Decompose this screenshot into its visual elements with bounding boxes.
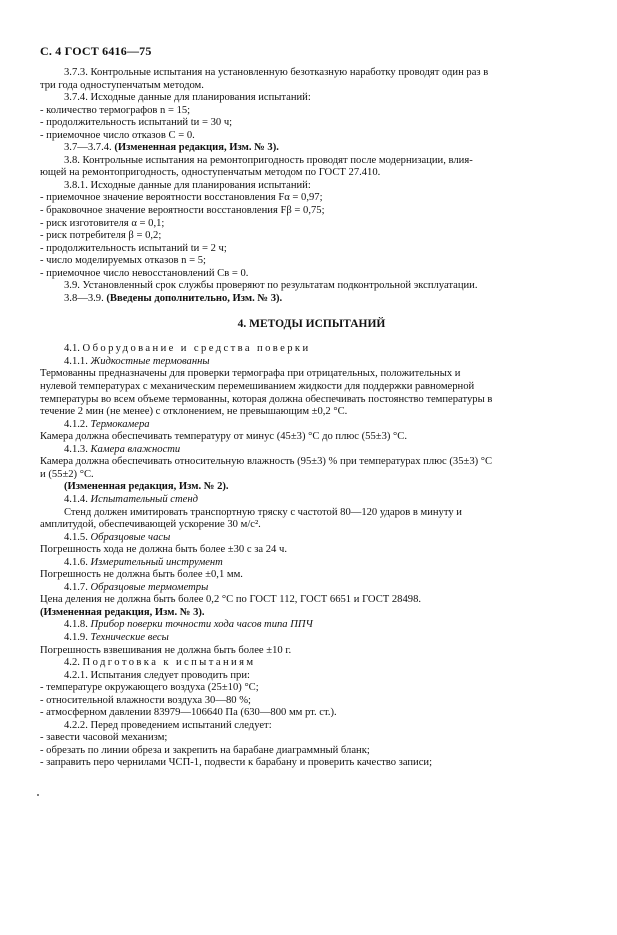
text-line: - приемочное число отказов C = 0.	[40, 129, 195, 141]
text-line: 4.1. Оборудование и средства поверки	[64, 343, 311, 355]
text-line: и (55±2) °С.	[40, 468, 94, 480]
text-line: Термованны предназначены для проверки термографа при отрицательных, положительных и	[40, 368, 461, 380]
text-line: три года одноступенчатым методом.	[40, 79, 204, 91]
text-line: - число моделируемых отказов n = 5;	[40, 255, 206, 267]
text-line: Цена деления не должна быть более 0,2 °С по ГОСТ 112, ГОСТ 6651 и ГОСТ 28498.	[40, 594, 422, 606]
text-line: течение 2 мин (не менее) с отклонением, не превышающим ±0,2 °С.	[40, 406, 348, 418]
text-line: 3.8. Контрольные испытания на ремонтопригодность проводят после модернизации, влия-	[64, 154, 473, 166]
text-line: 4.1.5. Образцовые часы	[64, 531, 171, 543]
text-line: 3.8.1. Исходные данные для планирования испытаний:	[64, 179, 311, 191]
scan-speck	[37, 794, 39, 796]
text-line: 4.2.1. Испытания следует проводить при:	[64, 669, 250, 681]
text-line: - относительной влажности воздуха 30—80 %;	[40, 694, 251, 706]
text-line: 4.1.6. Измерительный инструмент	[64, 556, 223, 568]
text-line: 4.1.8. Прибор поверки точности хода часов типа ППЧ	[64, 619, 313, 631]
text-line: 3.7.3. Контрольные испытания на установленную безотказную наработку проводят один раз в	[64, 67, 489, 78]
text-line: (Измененная редакция, Изм. № 3).	[40, 606, 205, 618]
text-line: ющей на ремонтопригодность, одноступенчатым методом по ГОСТ 27.410.	[40, 167, 381, 179]
page-header: С. 4 ГОСТ 6416—75	[40, 44, 152, 58]
text-line: 4.2. Подготовка к испытаниям	[64, 657, 256, 669]
text-line: Погрешность взвешивания не должна быть более ±10 г.	[40, 644, 292, 656]
text-line: Погрешность хода не должна быть более ±30 с за 24 ч.	[40, 544, 287, 556]
text-line: 4.2.2. Перед проведением испытаний следует:	[64, 719, 272, 731]
text-line: Погрешность не должна быть более ±0,1 мм.	[40, 569, 243, 581]
text-line: - заправить перо чернилами ЧСП-1, подвести к барабану и проверить качество записи;	[40, 757, 433, 769]
text-line: 4.1.9. Технические весы	[64, 631, 169, 643]
text-line: нулевой температурах с механическим перемешиванием жидкости для поддержки равномерной	[40, 381, 475, 393]
text-line: 4.1.4. Испытательный стенд	[64, 493, 198, 505]
text-line: Камера должна обеспечивать температуру от минус (45±3) °С до плюс (55±3) °С.	[40, 431, 407, 443]
text-line: - риск изготовителя α = 0,1;	[40, 217, 165, 229]
text-line: - продолжительность испытаний tи = 2 ч;	[40, 242, 227, 254]
text-line: 3.9. Установленный срок службы проверяют по результатам подконтрольной эксплуатации.	[64, 280, 478, 292]
text-line: 4.1.2. Термокамера	[64, 418, 150, 430]
text-line: Камера должна обеспечивать относительную влажность (95±3) % при температурах плюс (35±3) °С	[40, 456, 493, 468]
text-line: температуры во всем объеме термованны, которая должна обеспечивать постоянство температуры в	[40, 393, 493, 405]
text-line: - приемочное значение вероятности восстановления Fα = 0,97;	[40, 192, 323, 204]
section-4-text	[40, 343, 583, 770]
text-line: 4.1.7. Образцовые термометры	[64, 581, 209, 593]
text-line: 3.7.4. Исходные данные для планирования испытаний:	[64, 92, 311, 104]
text-line: - завести часовой механизм;	[40, 732, 168, 744]
text-line: (Измененная редакция, Изм. № 2).	[64, 481, 229, 493]
text-line: - приемочное число невосстановлений Cв = 0.	[40, 267, 249, 279]
text-line: 3.7—3.7.4. (Измененная редакция, Изм. № 3).	[64, 142, 279, 154]
page-content	[40, 67, 583, 770]
text-line: - атмосферном давлении 83979—106640 Па (630—800 мм рт. ст.).	[40, 707, 337, 719]
text-line: 4.1.1. Жидкостные термованны	[64, 355, 210, 367]
text-line: - обрезать по линии обреза и закрепить на барабане диаграммный бланк;	[40, 744, 370, 756]
text-line: 4.1.3. Камера влажности	[64, 443, 181, 455]
section-3-text	[40, 67, 583, 305]
text-line: 3.8—3.9. (Введены дополнительно, Изм. № 3).	[64, 292, 283, 304]
text-line: Стенд должен имитировать транспортную тряску с частотой 80—120 ударов в минуту и	[64, 506, 462, 518]
text-line: - температуре окружающего воздуха (25±10) °С;	[40, 682, 259, 694]
text-line: - количество термографов n = 15;	[40, 104, 191, 116]
text-line: - продолжительность испытаний tи = 30 ч;	[40, 117, 233, 129]
text-line: амплитудой, обеспечивающей ускорение 30 м/с².	[40, 519, 261, 531]
section-heading: 4. МЕТОДЫ ИСПЫТАНИЙ	[237, 318, 386, 331]
text-line: - риск потребителя β = 0,2;	[40, 230, 162, 242]
text-line: - браковочное значение вероятности восстановления Fβ = 0,75;	[40, 205, 325, 217]
